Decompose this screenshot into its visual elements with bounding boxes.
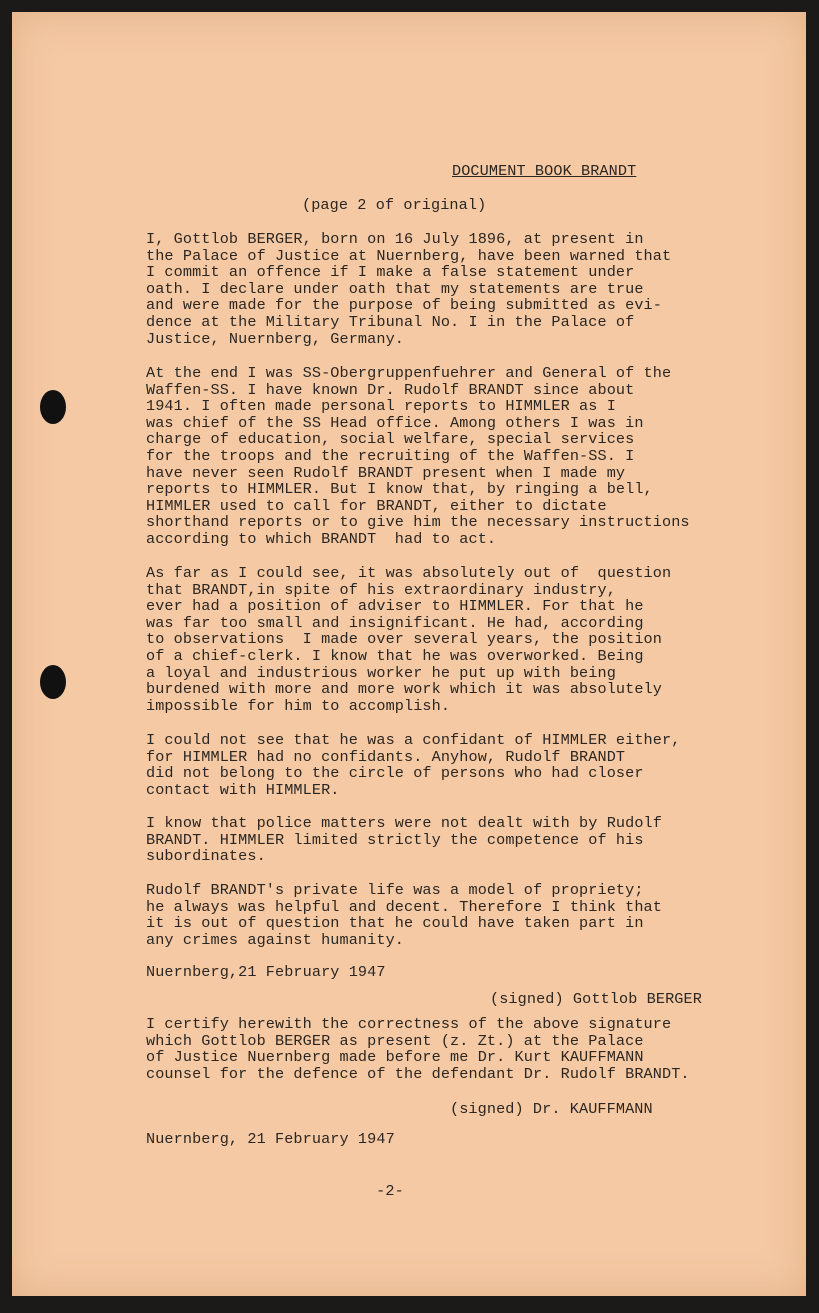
paragraph-3: As far as I could see, it was absolutely out of question that BRANDT,in spite of his extraordinary industry, ever had a position of adviser to HIMMLER. For that he was far too small and insignificant. He had, according to observations I made over several years, the position of a chief-clerk. I know that he was overworked. Being a loyal and industrious worker he put up with being burdened with more and more work which it was absolutely impossible for him to accomplish.	[146, 564, 672, 715]
place-date: Nuernberg,21 February 1947	[146, 963, 386, 981]
punch-hole	[40, 665, 66, 699]
certification-paragraph: I certify herewith the correctness of the above signature which Gottlob BERGER as present (z. Zt.) at the Palace of Justice Nuernberg made before me Dr. Kurt KAUFFMANN counsel for the defence of the defendant Dr. Rudolf BRANDT.	[146, 1015, 690, 1083]
page-reference: (page 2 of original)	[302, 196, 487, 214]
paragraph-5: I know that police matters were not dealt with by Rudolf BRANDT. HIMMLER limited strictly the competence of his subordinates.	[146, 814, 662, 866]
paragraph-2: At the end I was SS-Obergruppenfuehrer and General of the Waffen-SS. I have known Dr. Rudolf BRANDT since about 1941. I often made personal reports to HIMMLER as I was chief of the SS Head office. Among others I was in charge of education, social welfare, special services for the troops and the recruiting of the Waffen-SS. I have never seen Rudolf BRANDT present when I made my reports to HIMMLER. But I know that, by ringing a bell, HIMMLER used to call for BRANDT, either to dictate shorthand reports or to give him the necessary instructions according to which BRANDT had to act.	[146, 364, 690, 548]
place-date-2: Nuernberg, 21 February 1947	[146, 1130, 395, 1148]
punch-hole	[40, 390, 66, 424]
page-number: -2-	[376, 1182, 404, 1200]
paragraph-4: I could not see that he was a confidant of HIMMLER either, for HIMMLER had no confidants. Anyhow, Rudolf BRANDT did not belong to the circle of persons who had closer contact with HIMMLER.	[146, 731, 681, 799]
signature-kauffmann: (signed) Dr. KAUFFMANN	[450, 1100, 653, 1118]
paragraph-1: I, Gottlob BERGER, born on 16 July 1896, at present in the Palace of Justice at Nuernberg, have been warned that I commit an offence if I make a false statement under oath. I declare under oath that my statements are true and were made for the purpose of being submitted as evi- dence at the Military Tribunal No. I in the Palace of Justice, Nuernberg, Germany.	[146, 230, 672, 348]
document-title: DOCUMENT BOOK BRANDT	[452, 162, 637, 180]
paragraph-6: Rudolf BRANDT's private life was a model of propriety; he always was helpful and decent. Therefore I think that it is out of question that he could have taken part in any crimes against humanity.	[146, 881, 662, 949]
signature-berger: (signed) Gottlob BERGER	[490, 990, 702, 1008]
